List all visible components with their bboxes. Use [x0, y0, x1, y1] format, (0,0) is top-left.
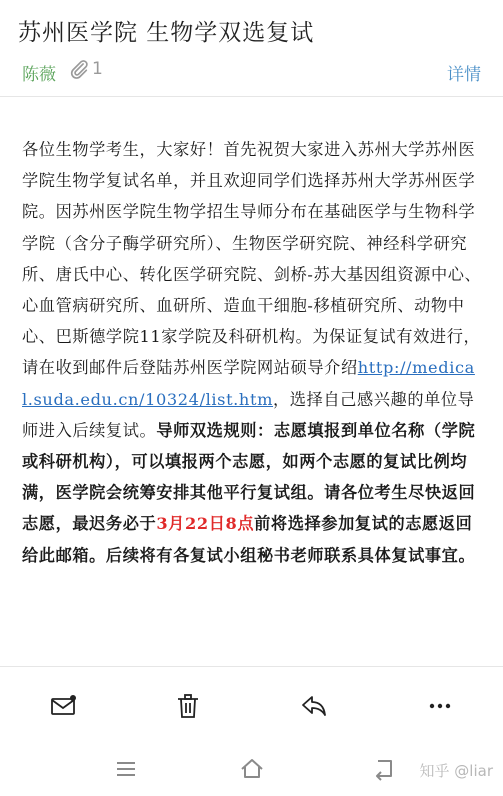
menu-button[interactable] — [111, 754, 141, 784]
back-icon — [371, 756, 397, 782]
home-button[interactable] — [237, 754, 267, 784]
paperclip-icon — [68, 58, 90, 80]
deadline-text: 3月22日8点 — [156, 514, 255, 534]
closing-text: 前将选择参加复试的志愿返回给此邮箱。后续将有各复试小组秘书老师联系具体复试事宜。 — [22, 514, 476, 565]
toolbar-divider — [0, 666, 503, 667]
attachment-indicator[interactable] — [68, 58, 103, 80]
delete-button[interactable] — [168, 686, 208, 726]
more-icon — [425, 691, 455, 721]
back-button[interactable] — [369, 754, 399, 784]
details-link[interactable]: 详情 — [447, 65, 481, 85]
zhihu-watermark: 知乎 @liar — [419, 762, 493, 780]
selection-rules-text: 导师双选规则：志愿填报到单位名称（学院或科研机构），可以填报两个志愿，如两个志愿的复试比例均满，医学院会统筹安排其他平行复试组。请各位考生尽快返回志愿，最迟务必于 — [22, 420, 476, 534]
email-meta-row — [22, 58, 481, 84]
sender-name[interactable]: 陈薇 — [22, 65, 56, 85]
reply-button[interactable] — [43, 686, 83, 726]
forward-button[interactable] — [294, 686, 334, 726]
more-button[interactable] — [420, 686, 460, 726]
body-paragraph-1: 各位生物学考生，大家好！首先祝贺大家进入苏州大学苏州医学院生物学复试名单，并且欢迎同学们选择苏州大学苏州医学院。因苏州医学院生物学招生导师分布在基础医学与生物科学学院（含分子酶学研究所）、生物医学研究院、神经科学研究所、唐氏中心、转化医学研究院、剑桥-苏大基因组资源中心、心血管病研究所、血研所、造血干细胞-移植研究所、动物中心、巴斯德学院11家学院及科研机构。为保证复试有效进行，请在收到邮件后登陆苏州医学院网站硕导介绍 — [22, 140, 482, 378]
system-nav-bar — [0, 742, 503, 796]
header-divider — [0, 96, 503, 97]
share-icon — [299, 691, 329, 721]
email-body — [22, 134, 483, 571]
body-paragraph-2: ，选择自己感兴趣的单位导师进入后续复试。 — [22, 389, 475, 440]
medical-site-link[interactable]: http://medical.suda.edu.cn/10324/list.htm — [22, 358, 475, 409]
attachment-count: 1 — [92, 59, 103, 79]
mail-reply-icon — [48, 691, 78, 721]
email-subject: 苏州医学院 生物学双选复试 — [18, 20, 315, 46]
action-toolbar — [0, 676, 503, 732]
trash-icon — [173, 691, 203, 721]
menu-icon — [113, 756, 139, 782]
home-icon — [239, 756, 265, 782]
